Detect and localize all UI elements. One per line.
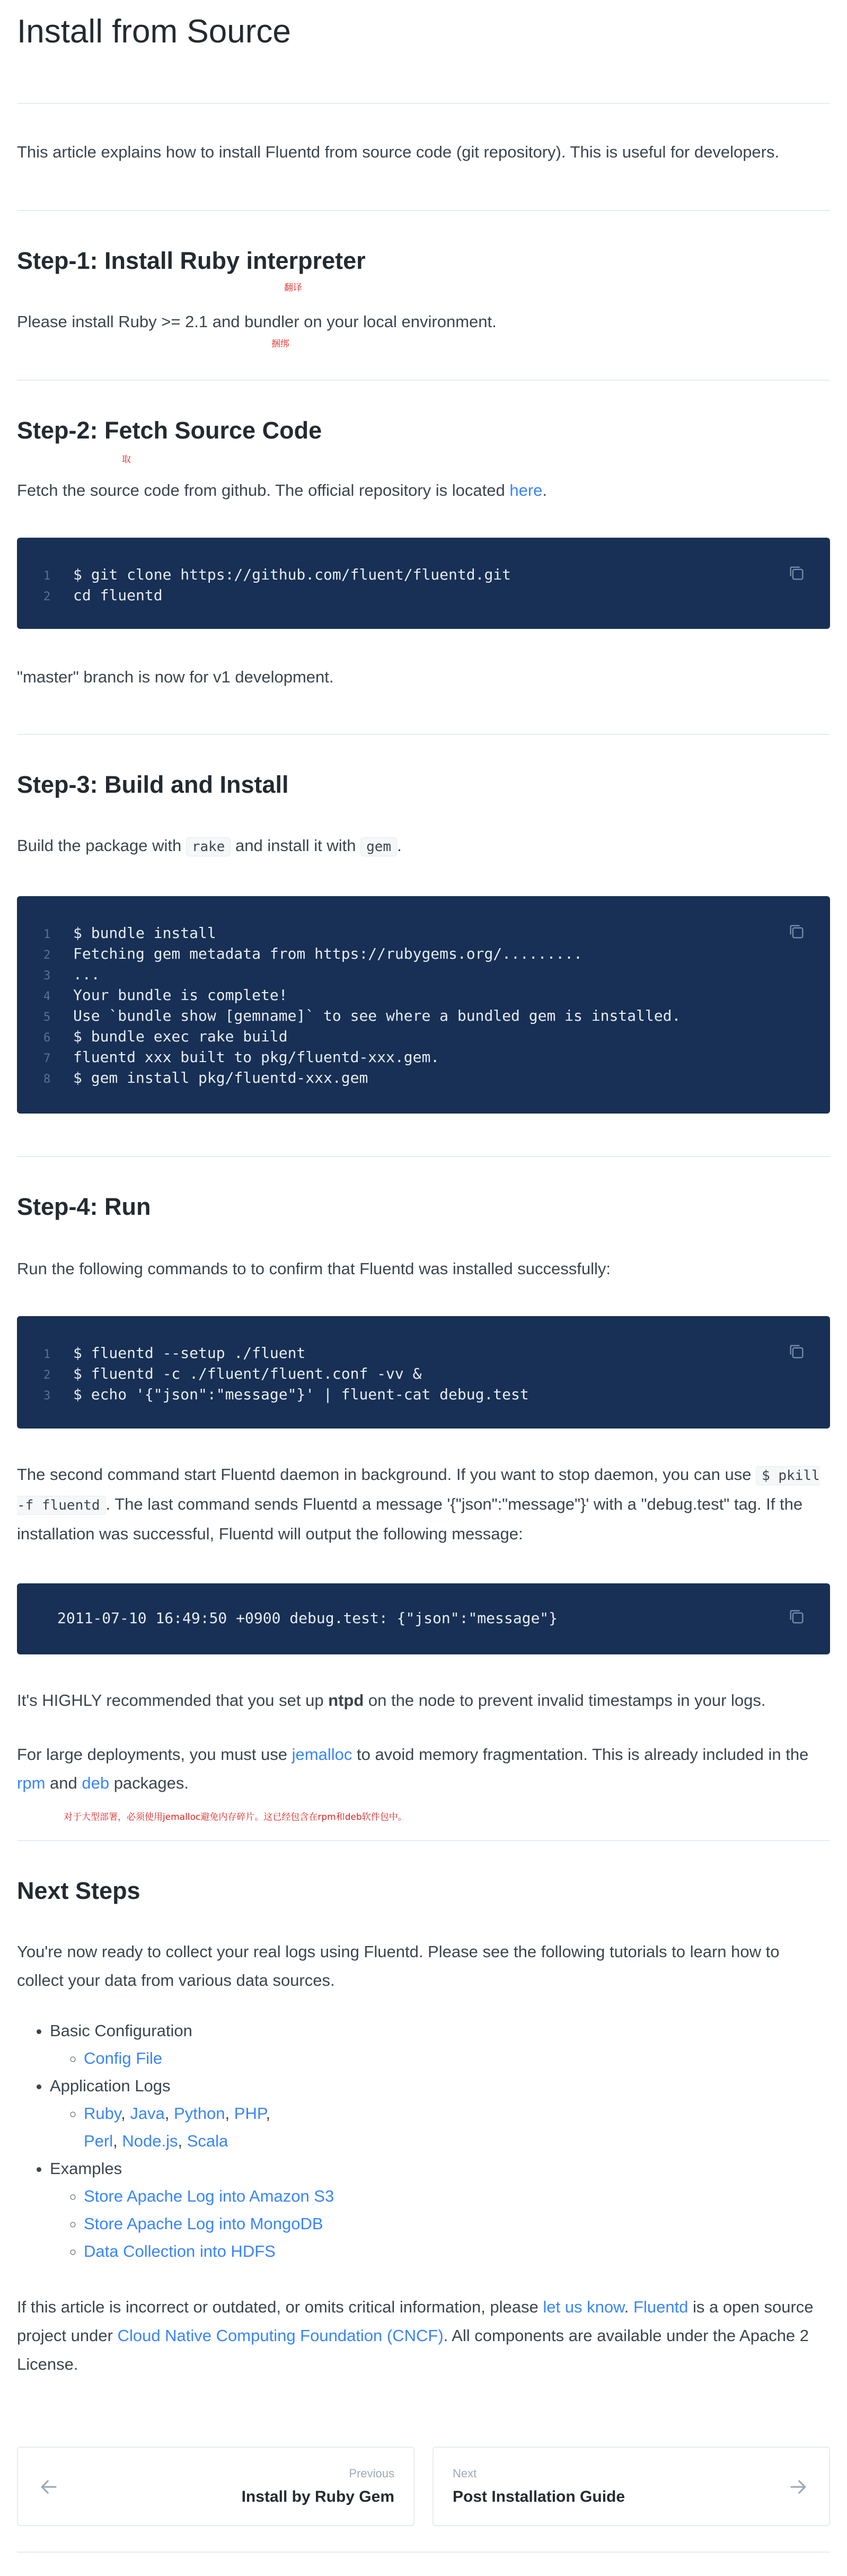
list-item <box>84 2045 829 2072</box>
divider <box>17 380 830 381</box>
config-file-link[interactable]: Config File <box>84 2049 163 2067</box>
divider <box>17 1840 830 1841</box>
copy-icon[interactable] <box>788 564 806 582</box>
previous-label: Previous <box>349 2467 394 2480</box>
text: . <box>542 481 548 500</box>
text: It's HIGHLY recommended that you set up <box>17 1691 329 1710</box>
next-steps-text: You're now ready to collect your real logs using Fluentd. Please see the following tutorials to learn how to collect your data from various data sources. <box>17 1942 780 1990</box>
code-line: 3 ... <box>43 966 100 983</box>
jemalloc-text <box>17 1740 830 1798</box>
divider <box>17 2552 830 2553</box>
text: For large deployments, you must use <box>17 1745 292 1764</box>
here-link[interactable]: here <box>509 481 543 500</box>
code-block <box>17 538 830 629</box>
code-line: 2 cd fluentd <box>43 586 163 604</box>
divider <box>17 734 830 735</box>
ruby-link[interactable]: Ruby <box>84 2104 121 2123</box>
copy-icon[interactable] <box>788 1343 806 1361</box>
list-item <box>50 2017 829 2072</box>
annotation: 对于大型部署，必须使用jemalloc避免内存碎片。这已经包含在rpm和deb软件包中。 <box>64 1812 407 1823</box>
cncf-link[interactable]: Cloud Native Computing Foundation (CNCF) <box>117 2326 444 2345</box>
code-line: 1 $ bundle install <box>43 924 216 942</box>
tutorial-list <box>17 2017 829 2265</box>
daemon-text <box>17 1460 830 1548</box>
copy-icon[interactable] <box>788 923 806 941</box>
code-line: 7 fluentd xxx built to pkg/fluentd-xxx.gem. <box>43 1048 440 1066</box>
previous-title: Install by Ruby Gem <box>241 2488 394 2505</box>
hdfs-link[interactable]: Data Collection into HDFS <box>84 2242 276 2260</box>
list-label: Examples <box>50 2159 122 2178</box>
next-page-card[interactable] <box>433 2447 830 2526</box>
footer-text <box>17 2293 830 2379</box>
text: . All components are available under the Apache 2 License. <box>17 2326 809 2373</box>
deb-link[interactable]: deb <box>82 1774 110 1792</box>
text: and install it with <box>231 836 361 855</box>
code-block <box>17 1316 830 1429</box>
text: . <box>397 836 402 855</box>
step4-text: Run the following commands to to confirm that Fluentd was installed successfully: <box>17 1259 611 1278</box>
mongodb-link[interactable]: Store Apache Log into MongoDB <box>84 2214 323 2233</box>
text: is a open source project under <box>17 2298 814 2345</box>
next-steps-heading: Next Steps <box>17 1877 140 1904</box>
copy-icon[interactable] <box>788 1608 806 1626</box>
inline-code: gem <box>360 837 397 856</box>
let-us-know-link[interactable]: let us know <box>543 2298 624 2316</box>
next-title: Post Installation Guide <box>453 2488 625 2505</box>
next-label: Next <box>453 2467 477 2480</box>
perl-link[interactable]: Perl <box>84 2132 113 2150</box>
php-link[interactable]: PHP <box>234 2104 266 2123</box>
text: to avoid memory fragmentation. This is already included in the <box>352 1745 809 1764</box>
text: Fetch the source code from github. The official repository is located <box>17 481 510 500</box>
text: If this article is incorrect or outdated, or omits critical information, please <box>17 2298 543 2316</box>
divider <box>17 1156 830 1157</box>
list-item <box>50 2072 829 2155</box>
code-line: 8 $ gem install pkg/fluentd-xxx.gem <box>43 1069 368 1087</box>
s3-link[interactable]: Store Apache Log into Amazon S3 <box>84 2187 334 2205</box>
step2-text <box>17 476 830 505</box>
code-line: 1 $ fluentd --setup ./fluent <box>43 1344 306 1362</box>
divider <box>17 210 830 211</box>
fluentd-link[interactable]: Fluentd <box>633 2298 689 2316</box>
step3-heading: Step-3: Build and Install <box>17 771 289 798</box>
list-label: Basic Configuration <box>50 2021 192 2040</box>
intro-text: This article explains how to install Fluentd from source code (git repository). This is useful for developers. <box>17 143 780 161</box>
list-item <box>50 2155 829 2265</box>
list-label: Application Logs <box>50 2076 171 2095</box>
text: . <box>624 2298 634 2316</box>
list-item <box>84 2238 829 2265</box>
code-line: 1 $ git clone https://github.com/fluent/fluentd.git <box>43 566 511 583</box>
inline-code: rake <box>186 837 231 856</box>
code-line: 3 $ echo '{"json":"message"}' | fluent-cat debug.test <box>43 1386 529 1403</box>
output-line: 2011-07-10 16:49:50 +0900 debug.test: {"json":"message"} <box>57 1609 558 1627</box>
annotation: 捆绑 <box>271 339 289 349</box>
scala-link[interactable]: Scala <box>187 2132 228 2150</box>
arrow-right-icon <box>787 2475 810 2499</box>
ntpd-bold: ntpd <box>328 1691 364 1710</box>
step3-text <box>17 831 830 861</box>
text: and <box>45 1774 82 1792</box>
branch-note: "master" branch is now for v1 development. <box>17 668 334 686</box>
code-line: 6 $ bundle exec rake build <box>43 1028 288 1045</box>
code-line: 4 Your bundle is complete! <box>43 986 288 1004</box>
code-line: 2 $ fluentd -c ./fluent/fluent.conf -vv & <box>43 1365 422 1382</box>
step1-text: Please install Ruby >= 2.1 and bundler on your local environment. <box>17 312 497 331</box>
java-link[interactable]: Java <box>130 2104 165 2123</box>
step2-heading: Step-2: Fetch Source Code <box>17 417 322 444</box>
rpm-link[interactable]: rpm <box>17 1774 46 1792</box>
python-link[interactable]: Python <box>174 2104 225 2123</box>
text: Build the package with <box>17 836 186 855</box>
code-line: 2 Fetching gem metadata from https://rubygems.org/......... <box>43 945 583 962</box>
list-item <box>84 2210 829 2238</box>
arrow-left-icon <box>37 2475 60 2499</box>
ntpd-text <box>17 1686 830 1715</box>
page-title: Install from Source <box>17 13 291 50</box>
nodejs-link[interactable]: Node.js <box>122 2132 178 2150</box>
inline-code: $ pkill -f fluentd <box>17 1466 820 1515</box>
text: . The last command sends Fluentd a message '{"json":"message"}' with a "debug.test" tag. If the installation was successful, Fluentd will output the following message: <box>17 1495 803 1543</box>
code-line: 5 Use `bundle show [gemname]` to see where a bundled gem is installed. <box>43 1007 681 1024</box>
jemalloc-link[interactable]: jemalloc <box>292 1745 352 1764</box>
text: The second command start Fluentd daemon in background. If you want to stop daemon, you can use <box>17 1465 756 1484</box>
annotation: 取 <box>122 454 131 465</box>
output-block <box>17 1583 830 1654</box>
code-block <box>17 896 830 1114</box>
list-item <box>84 2183 829 2210</box>
text: on the node to prevent invalid timestamps in your logs. <box>364 1691 766 1710</box>
step1-heading: Step-1: Install Ruby interpreter <box>17 247 366 274</box>
step4-heading: Step-4: Run <box>17 1193 151 1220</box>
text: packages. <box>109 1774 189 1792</box>
annotation: 翻译 <box>284 283 302 293</box>
list-item: ◦ Ruby, Java, Python, PHP, Perl, Node.js, Scala <box>84 2100 829 2155</box>
previous-page-card[interactable] <box>17 2447 414 2526</box>
divider <box>17 103 830 104</box>
